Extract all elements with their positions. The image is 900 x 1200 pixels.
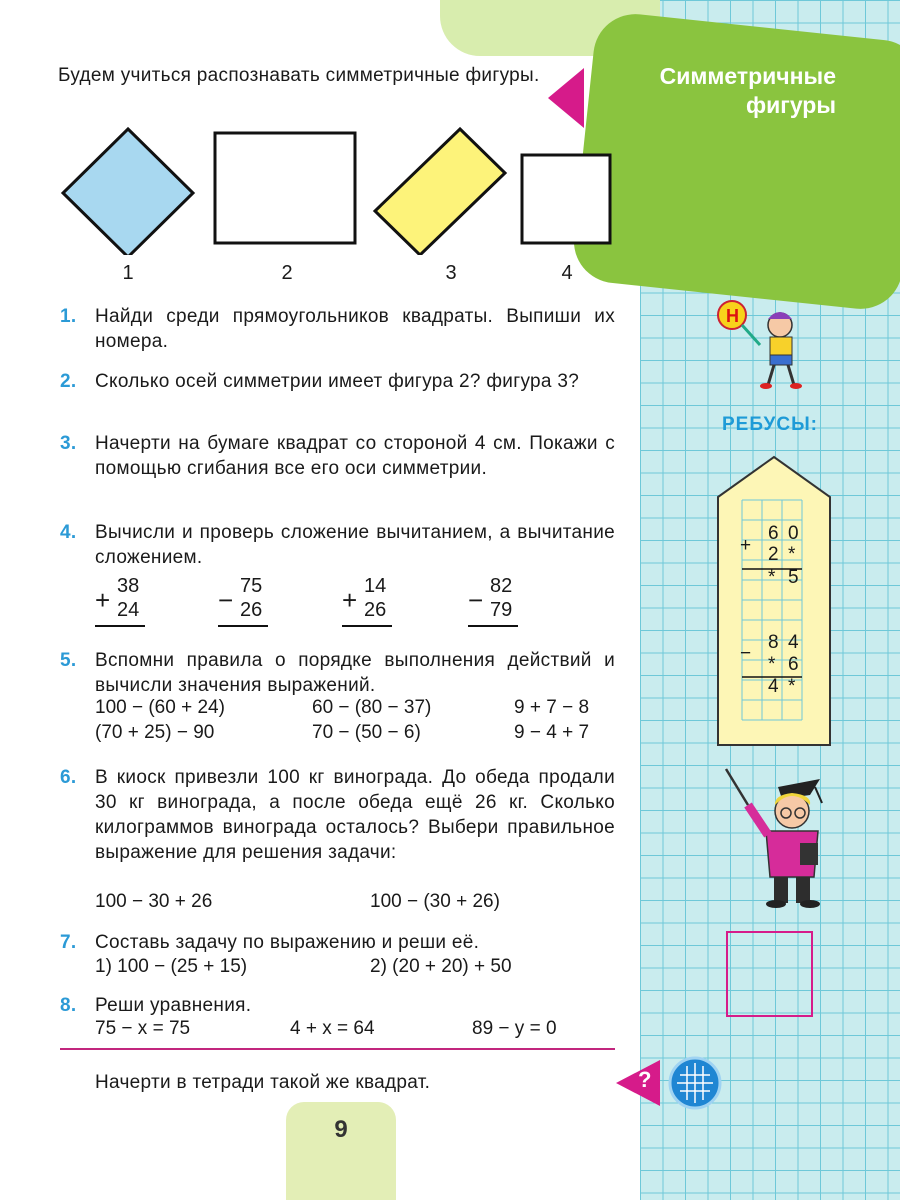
expression: 1) 100 − (25 + 15) bbox=[95, 956, 248, 977]
rebus-digit: 5 bbox=[788, 567, 799, 588]
equation: 4 + x = 64 bbox=[290, 1018, 375, 1039]
equation: 75 − x = 75 bbox=[95, 1018, 191, 1039]
rebus-digit: 4 bbox=[768, 676, 779, 697]
rebus-digit: 6 bbox=[768, 523, 779, 544]
rebus-1-sign: + bbox=[740, 535, 752, 556]
question-mark-icon: ? bbox=[638, 1067, 652, 1092]
rebus-digits bbox=[716, 455, 832, 747]
task-7 bbox=[60, 930, 615, 955]
shapes-figure bbox=[55, 125, 625, 255]
rebus-digit: 0 bbox=[788, 523, 799, 544]
square-sample bbox=[726, 931, 813, 1017]
shape-1-rhombus bbox=[63, 129, 193, 255]
rebus-digit: * bbox=[768, 567, 776, 588]
footer-task: Начерти в тетради такой же квадрат. bbox=[95, 1072, 431, 1093]
rebus-title: РЕБУСЫ: bbox=[722, 414, 818, 435]
task-1 bbox=[60, 304, 615, 354]
task-text: Найди среди прямоугольников квадраты. Выпиши их номера. bbox=[95, 306, 615, 352]
task-number: 6. bbox=[60, 767, 77, 788]
globe-icon[interactable] bbox=[668, 1056, 722, 1110]
task-number: 8. bbox=[60, 995, 77, 1016]
intro-text: Будем учиться распознавать симметричные фигуры. bbox=[58, 65, 540, 86]
column-op-3: + 14 26 bbox=[342, 575, 402, 630]
shape-label-4: 4 bbox=[561, 262, 573, 284]
shape-2-rectangle bbox=[215, 133, 355, 243]
task-number: 2. bbox=[60, 371, 77, 392]
shape-label-3: 3 bbox=[445, 262, 457, 284]
shape-3-parallelogram bbox=[375, 129, 505, 255]
shape-4-square bbox=[522, 155, 610, 243]
rebus-digit: 4 bbox=[788, 632, 799, 653]
task-number: 4. bbox=[60, 522, 77, 543]
rebus-digit: * bbox=[788, 676, 796, 697]
task-number: 1. bbox=[60, 306, 77, 327]
page-number: 9 bbox=[334, 1116, 348, 1143]
expression: 100 − 30 + 26 bbox=[95, 891, 213, 912]
column-op-4: − 82 79 bbox=[468, 575, 528, 630]
task-text: В киоск привезли 100 кг винограда. До обеда продали 30 кг винограда, а после обеда ещё 26 кг. Сколько килограммов винограда осталось? Выбери правильное выражение для решения задачи: bbox=[95, 767, 615, 863]
expression: 70 − (50 − 6) bbox=[312, 722, 421, 743]
task-text: Сколько осей симметрии имеет фигура 2? фигура 3? bbox=[95, 371, 580, 392]
task-8 bbox=[60, 993, 615, 1018]
task-text: Реши уравнения. bbox=[95, 995, 252, 1016]
equation: 89 − y = 0 bbox=[472, 1018, 557, 1039]
task-number: 7. bbox=[60, 932, 77, 953]
rebus-digit: * bbox=[788, 544, 796, 565]
shape-label-2: 2 bbox=[281, 262, 293, 284]
pointer-triangle bbox=[548, 68, 584, 128]
svg-text:Н: Н bbox=[726, 306, 739, 326]
teacher-character-icon bbox=[720, 765, 830, 910]
topic-title: Симметричные фигуры bbox=[659, 63, 836, 118]
column-op-1: + 38 24 bbox=[95, 575, 155, 630]
rebus-digit: 2 bbox=[768, 544, 779, 565]
column-op-2: − 75 26 bbox=[218, 575, 278, 630]
task-text: Составь задачу по выражению и реши её. bbox=[95, 932, 480, 953]
rebus-digit: 6 bbox=[788, 654, 799, 675]
expression: 2) (20 + 20) + 50 bbox=[370, 956, 512, 977]
expression: 9 − 4 + 7 bbox=[514, 722, 590, 743]
task-number: 3. bbox=[60, 433, 77, 454]
task-text: Вычисли и проверь сложение вычитанием, а вычитание сложением. bbox=[95, 522, 615, 568]
expression: 60 − (80 − 37) bbox=[312, 697, 432, 718]
task-5 bbox=[60, 648, 615, 698]
divider bbox=[60, 1048, 615, 1050]
boy-character-icon bbox=[712, 295, 812, 395]
shape-label-1: 1 bbox=[122, 262, 134, 284]
rebus-2-sign: − bbox=[740, 643, 752, 664]
rebus-digit: * bbox=[768, 654, 776, 675]
rebus-digit: 8 bbox=[768, 632, 779, 653]
expression: 100 − (30 + 26) bbox=[370, 891, 500, 912]
expression: (70 + 25) − 90 bbox=[95, 722, 215, 743]
task-2 bbox=[60, 369, 615, 394]
task-3 bbox=[60, 431, 615, 481]
task-4 bbox=[60, 520, 615, 570]
expression: 9 + 7 − 8 bbox=[514, 697, 590, 718]
task-6 bbox=[60, 765, 615, 865]
task-number: 5. bbox=[60, 650, 77, 671]
task-text: Вспомни правила о порядке выполнения действий и вычисли значения выражений. bbox=[95, 650, 615, 696]
expression: 100 − (60 + 24) bbox=[95, 697, 225, 718]
task-text: Начерти на бумаге квадрат со стороной 4 см. Покажи с помощью сгибания все его оси симметрии. bbox=[95, 433, 615, 479]
